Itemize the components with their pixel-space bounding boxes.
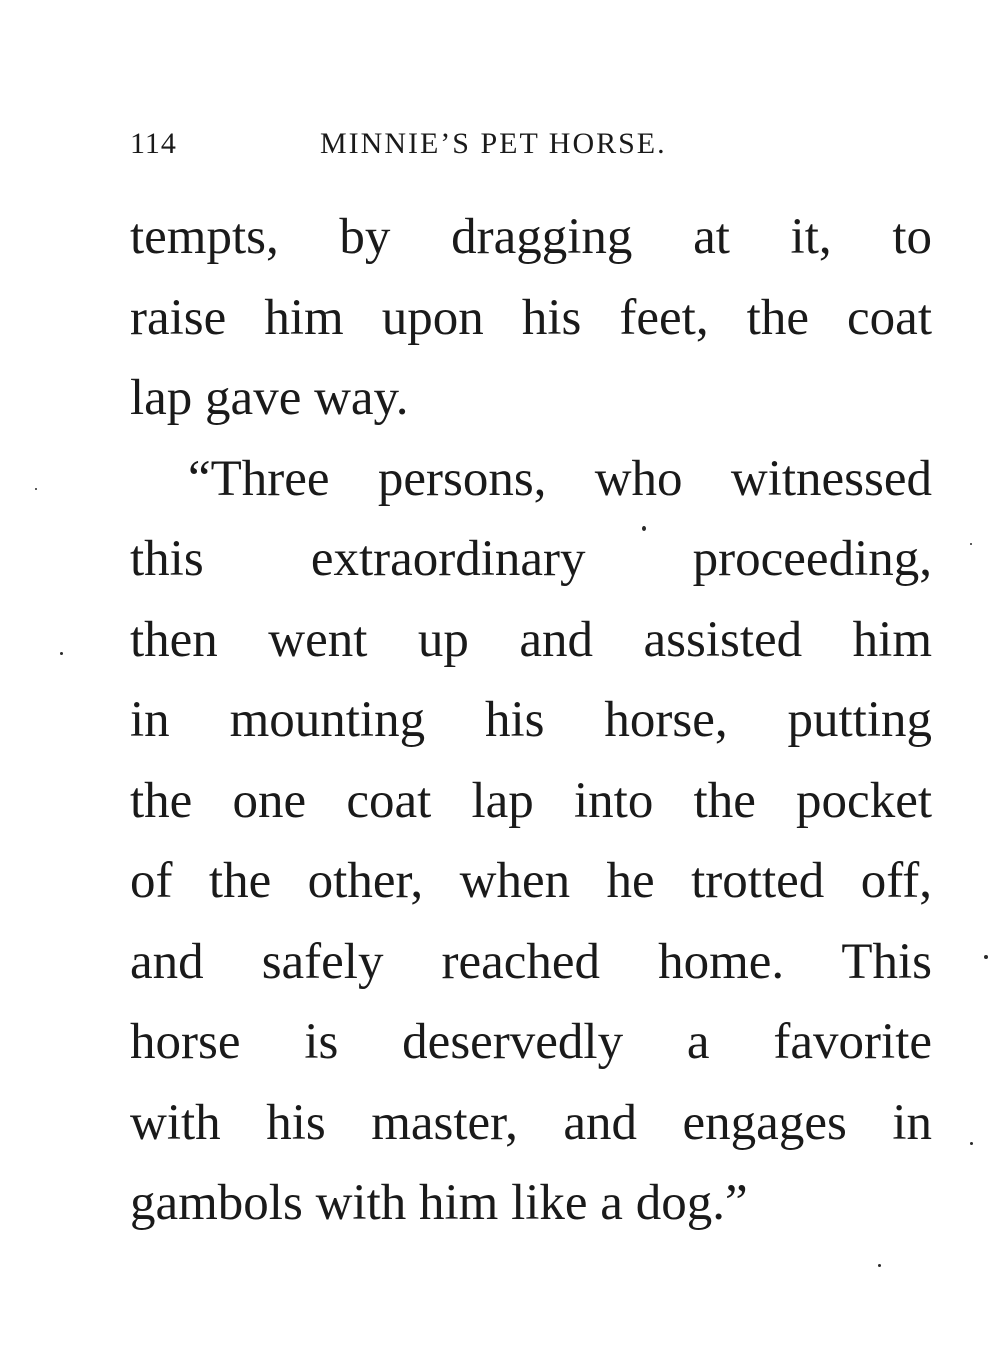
text-line: of the other, when he trotted off, [130,853,932,909]
text-line: with his master, and engages in [130,1094,932,1151]
body-text [130,205,932,1252]
scan-speck [60,652,63,655]
text-line: then went up and assisted him [130,611,932,668]
text-line: gambols with him like a dog.” [130,1175,748,1231]
text-line: and safely reached home. This [130,933,932,990]
text-line: lap gave way. [130,370,409,426]
text-line: raise him upon his feet, the coat [130,289,932,346]
scan-speck [878,1264,881,1267]
scan-speck [970,1142,973,1145]
page-number: 114 [130,127,177,160]
running-title: MINNIE’S PET HORSE. [320,127,667,160]
scan-speck [984,955,988,959]
text-line: tempts, by dragging at it, to [130,209,932,265]
scan-speck [970,543,972,545]
text-line: horse is deservedly a favorite [130,1014,932,1070]
text-line: “Three persons, who witnessed [188,450,932,507]
text-line: this extraordinary proceeding, [130,531,932,587]
scan-speck [642,526,646,531]
running-header [130,127,930,167]
text-line: in mounting his horse, putting [130,692,932,748]
text-line: the one coat lap into the pocket [130,772,932,829]
scan-speck [35,488,37,490]
